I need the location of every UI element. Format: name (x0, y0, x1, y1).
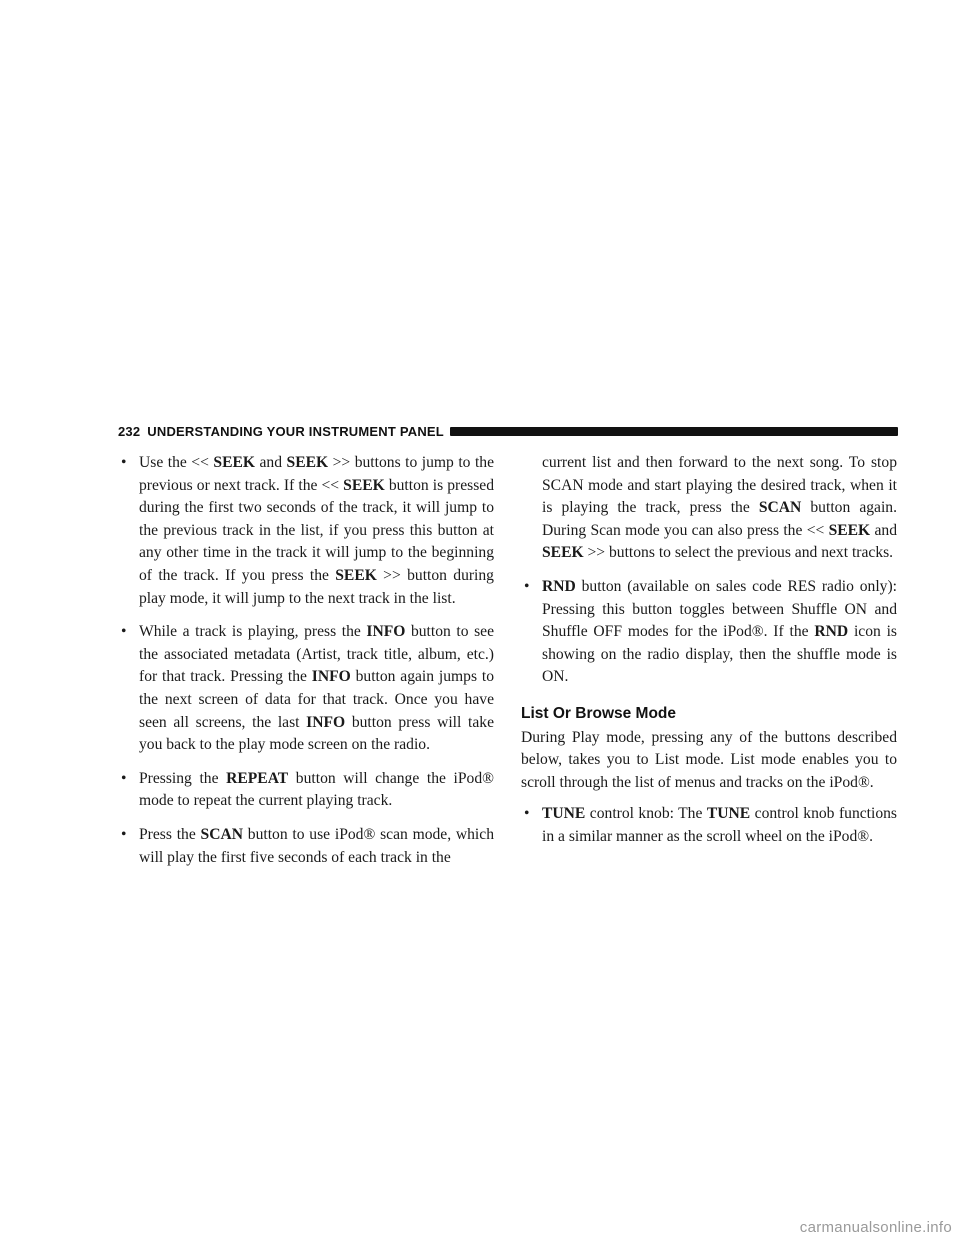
bullet-icon: • (524, 577, 530, 595)
bullet-icon: • (524, 805, 530, 823)
watermark: carmanualsonline.info (799, 1219, 952, 1236)
bullet-icon: • (121, 769, 127, 787)
left-column (118, 452, 494, 880)
page-header (118, 420, 898, 442)
right-column (521, 452, 897, 860)
bullet-info: • While a track is playing, press the INFO button to see the associated metadata (Artist, track title, album, etc.) for that track. Pressing the INFO button again jumps to the next screen of data for that track. Once you have seen all screens, the last INFO button press will take you back to the play mode screen on the radio. (121, 623, 495, 754)
bullet-scan: • Press the SCAN button to use iPod® scan mode, which will play the first five seconds of each track in the (121, 825, 494, 866)
bullet-tune: • TUNE control knob: The TUNE control knob functions in a similar manner as the scroll wheel on the iPod®. (524, 805, 897, 845)
bullet-icon: • (121, 623, 127, 641)
bullet-repeat: • Pressing the REPEAT button will change the iPod® mode to repeat the current playing track. (121, 769, 494, 810)
bullet-icon: • (121, 454, 127, 471)
section-title: UNDERSTANDING YOUR INSTRUMENT PANEL (147, 423, 444, 439)
bullet-seek: • Use the << SEEK and SEEK >> buttons to jump to the previous or next track. If the << SEEK button is pressed during the first two seconds of the track, it will jump to the previous track in the list, if you press this button at any other time in the track it will jump to the beginning of the track. If you press the SEEK >> button during play mode, it will jump to the next track in the list. (121, 454, 495, 607)
bullet-scan-continued: current list and then forward to the next song. To stop SCAN mode and start playing the desired track, when it is playing the track, press the SCAN button again. During Scan mode you can also press the << SEEK and SEEK >> buttons to select the previous and next tracks. (542, 454, 897, 562)
page-number: 232 (118, 423, 141, 439)
bullet-icon: • (121, 825, 127, 843)
list-mode-paragraph: During Play mode, pressing any of the buttons described below, takes you to List mode. List mode enables you to scroll through the list of menus and tracks on the iPod®. (521, 728, 897, 791)
bullet-rnd: • RND button (available on sales code RES radio only): Pressing this button toggles between Shuffle ON and Shuffle OFF modes for the iPod®. If the RND icon is showing on the radio display, then the shuffle mode is ON. (524, 577, 898, 686)
header-rule (450, 427, 898, 436)
section-heading: List Or Browse Mode (521, 704, 677, 722)
